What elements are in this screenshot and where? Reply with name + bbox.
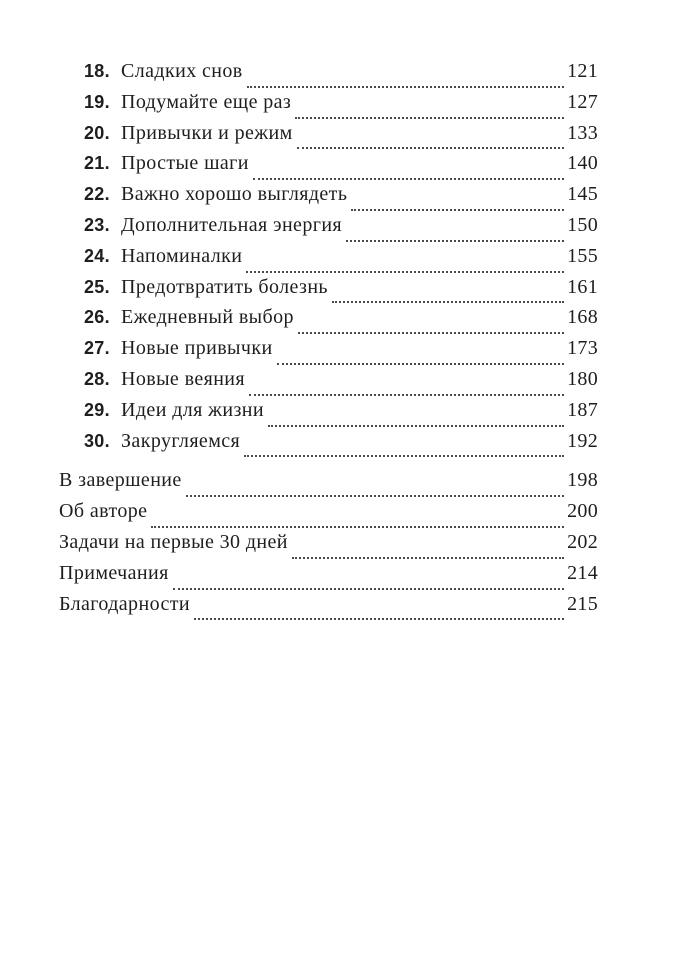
toc-entry-title: Новые веяния [121,367,246,390]
toc-entry [59,469,598,500]
toc-entry-number: 23. [84,214,110,235]
toc-entry-page: 127 [567,90,598,113]
toc-entry [59,337,598,368]
dot-leader [268,425,564,427]
toc-entry [59,245,598,276]
dot-leader [277,363,565,365]
toc-entry-title: Важно хорошо выглядеть [121,183,348,206]
toc-entry-page: 133 [567,121,598,144]
toc-entry [59,183,598,214]
toc-entry-title: Ежедневный выбор [121,306,294,329]
toc-entry-number: 27. [84,338,110,359]
dot-leader [186,495,564,497]
toc-entry [59,214,598,245]
toc-entry-number: 21. [84,153,110,174]
toc-entry-page: 145 [567,183,598,206]
toc-entry-page: 180 [567,367,598,390]
dot-leader [151,526,564,528]
toc-entry-page: 140 [567,152,598,175]
toc-entry-title: Предотвратить болезнь [121,275,328,298]
toc-entry-number: 28. [84,368,110,389]
toc-entry-title: Примечания [59,561,169,584]
toc-entry [59,430,598,461]
toc-entry [59,152,598,183]
dot-leader [246,271,564,273]
toc-entry-page: 202 [567,530,598,553]
toc-entry-title: В завершение [59,469,182,492]
toc-entry-page: 161 [567,275,598,298]
toc-entry [59,399,598,430]
dot-leader [346,240,564,242]
toc-entry-number: 24. [84,245,110,266]
toc-entry-page: 215 [567,592,598,615]
toc-entry-title: Дополнительная энергия [121,213,343,236]
toc-entry [59,593,598,624]
dot-leader [298,332,564,334]
toc-entry-title: Напоминалки [121,244,243,267]
toc-entry-number: 19. [84,91,110,112]
toc-entry-title: Об авторе [59,500,148,523]
toc-entry-page: 187 [567,398,598,421]
dot-leader [332,301,564,303]
toc-entry-title: Идеи для жизни [121,398,264,421]
dot-leader [292,557,564,559]
toc-entry-number: 22. [84,184,110,205]
dot-leader [253,178,564,180]
toc-entry [59,122,598,153]
toc-entry-number: 29. [84,399,110,420]
toc-chapter-list [59,60,598,460]
toc-entry [59,562,598,593]
toc-entry [59,306,598,337]
toc-entry-title: Привычки и режим [121,121,293,144]
toc-entry-title: Благодарности [59,592,190,615]
toc-entry-number: 30. [84,430,110,451]
dot-leader [249,394,564,396]
toc-entry-page: 150 [567,213,598,236]
toc-entry-number: 25. [84,276,110,297]
toc-entry-title: Задачи на первые 30 дней [59,530,288,553]
dot-leader [351,209,564,211]
dot-leader [295,117,564,119]
dot-leader [247,86,564,88]
toc-entry-page: 200 [567,500,598,523]
toc-entry-number: 18. [84,61,110,81]
toc-entry-number: 20. [84,122,110,143]
toc-entry-page: 192 [567,429,598,452]
toc-entry-title: Сладких снов [121,60,243,82]
toc-entry-page: 214 [567,561,598,584]
toc-entry-number: 26. [84,307,110,328]
toc-entry [59,276,598,307]
toc-entry-page: 168 [567,306,598,329]
toc-entry-page: 121 [567,60,598,82]
toc-entry-title: Простые шаги [121,152,249,175]
dot-leader [297,147,564,149]
dot-leader [173,588,564,590]
dot-leader [244,455,564,457]
toc-entry-page: 198 [567,469,598,492]
toc-entry-page: 155 [567,244,598,267]
toc-entry-page: 173 [567,337,598,360]
toc-entry [59,500,598,531]
toc-entry [59,531,598,562]
toc-entry-title: Новые привычки [121,337,273,360]
toc-entry-title: Закругляемся [121,429,241,452]
toc-entry [59,60,598,91]
toc-entry-title: Подумайте еще раз [121,90,292,113]
dot-leader [194,618,564,620]
toc-entry [59,91,598,122]
toc-entry [59,368,598,399]
toc-backmatter-list [59,469,598,623]
